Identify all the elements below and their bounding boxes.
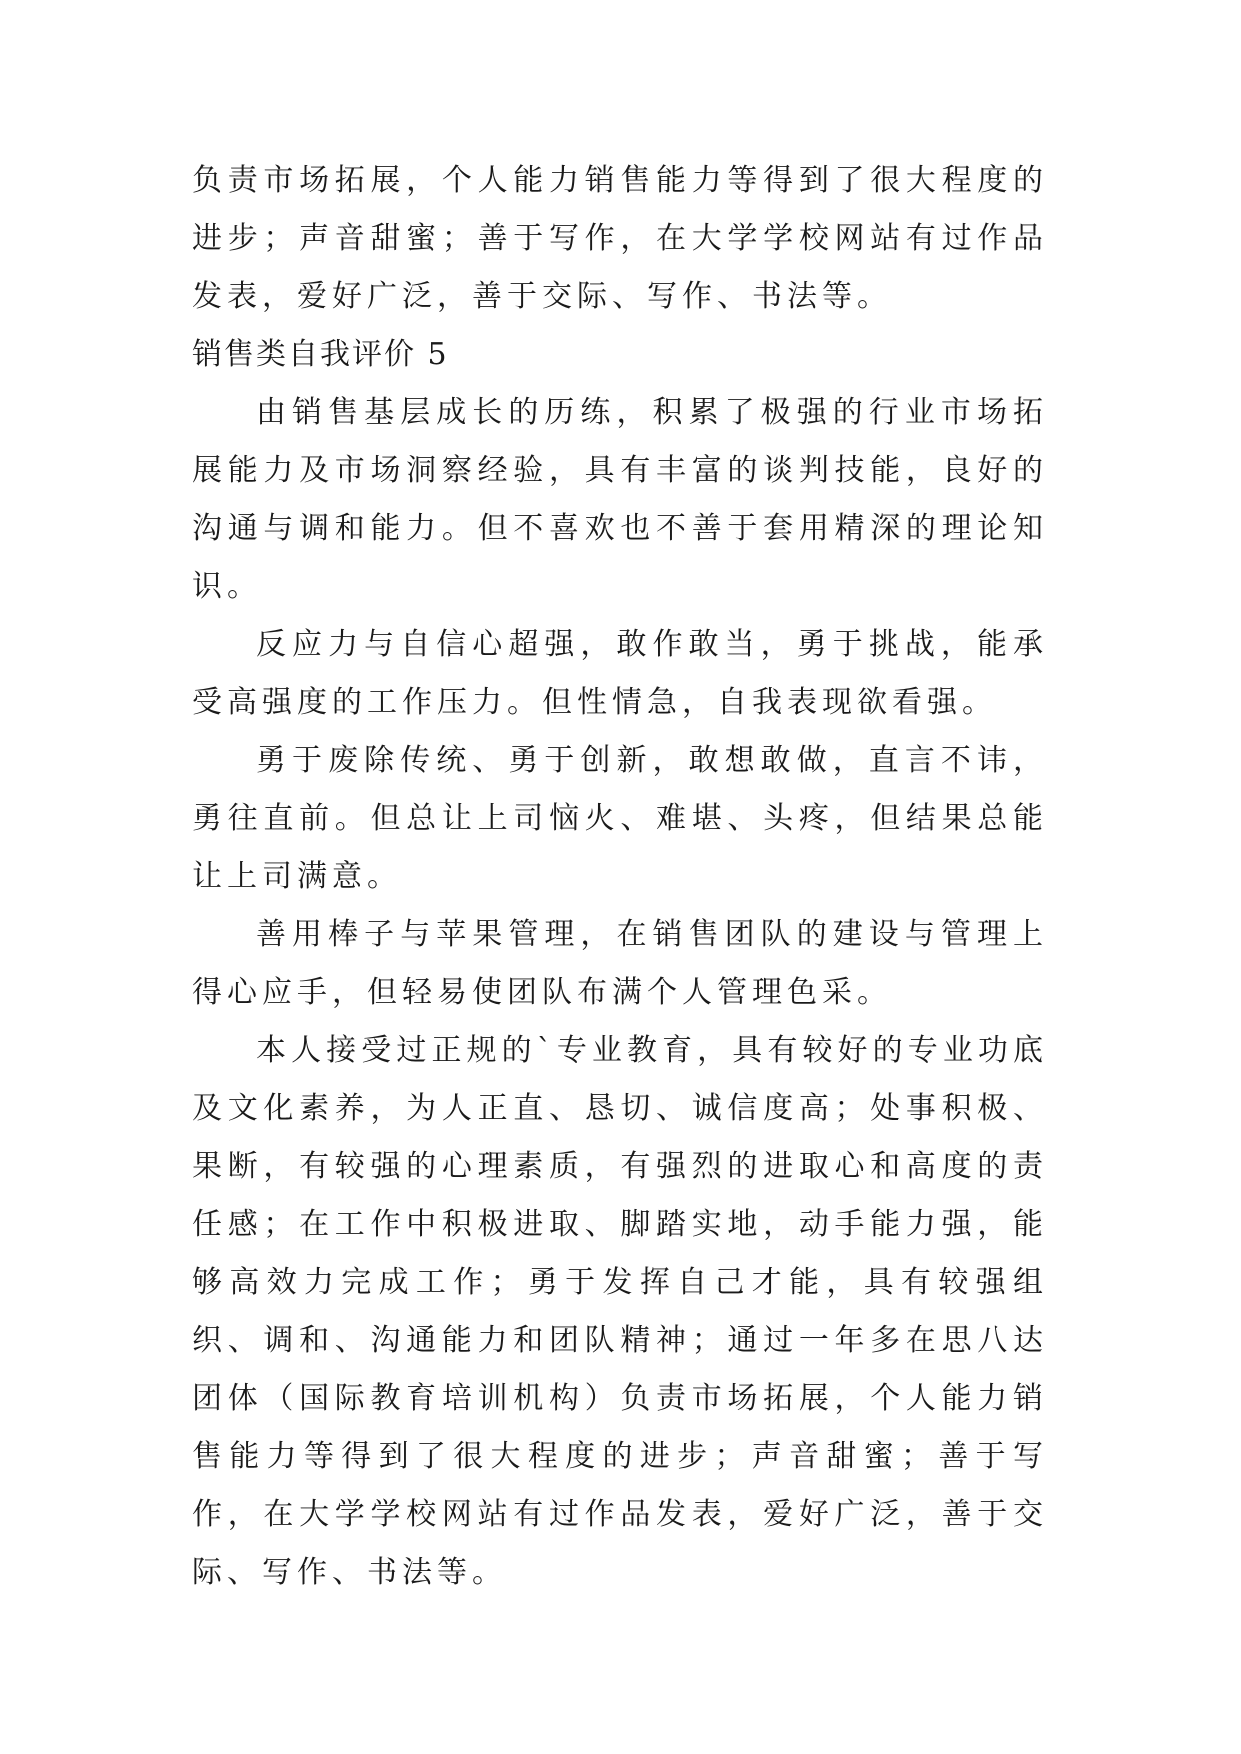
document-body	[192, 152, 1048, 1602]
intro-paragraph: 负责市场拓展，个人能力销售能力等得到了很大程度的进步；声音甜蜜；善于写作，在大学学校网站有过作品发表，爱好广泛，善于交际、写作、书法等。	[192, 163, 1048, 314]
body-paragraph-2: 反应力与自信心超强，敢作敢当，勇于挑战，能承受高强度的工作压力。但性情急，自我表现欲看强。	[192, 627, 1048, 720]
section-heading: 销售类自我评价 5	[192, 337, 449, 372]
body-paragraph-4: 善用棒子与苹果管理，在销售团队的建设与管理上得心应手，但轻易使团队布满个人管理色采。	[192, 917, 1048, 1010]
body-paragraph-1: 由销售基层成长的历练，积累了极强的行业市场拓展能力及市场洞察经验，具有丰富的谈判技能，良好的沟通与调和能力。但不喜欢也不善于套用精深的理论知识。	[192, 395, 1048, 604]
body-paragraph-3: 勇于废除传统、勇于创新，敢想敢做，直言不讳，勇往直前。但总让上司恼火、难堪、头疼，但结果总能让上司满意。	[192, 743, 1048, 894]
body-paragraph-5: 本人接受过正规的`专业教育，具有较好的专业功底及文化素养，为人正直、恳切、诚信度高；处事积极、果断，有较强的心理素质，有强烈的进取心和高度的责任感；在工作中积极进取、脚踏实地，动手能力强，能够高效力完成工作；勇于发挥自己才能，具有较强组织、调和、沟通能力和团队精神；通过一年多在思八达团体（国际教育培训机构）负责市场拓展，个人能力销售能力等得到了很大程度的进步；声音甜蜜；善于写作，在大学学校网站有过作品发表，爱好广泛，善于交际、写作、书法等。	[192, 1033, 1048, 1590]
